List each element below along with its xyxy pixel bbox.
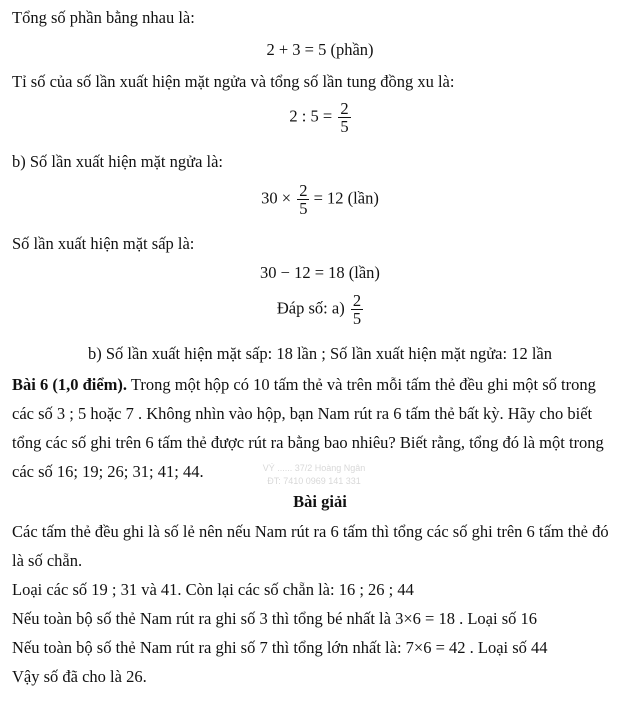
answer-b: b) Số lần xuất hiện mặt sấp: 18 lần ; Số lần xuất hiện mặt ngửa: 12 lần — [88, 344, 552, 363]
fraction-2-5 — [351, 292, 363, 328]
bai-giai-heading: Bài giải — [293, 492, 347, 511]
fraction-denominator: 5 — [299, 199, 308, 219]
text-line-2: Tỉ số của số lần xuất hiện mặt ngửa và tổng số lần tung đồng xu là: — [12, 72, 455, 91]
answer-label: Đáp số: a) — [276, 298, 345, 318]
answer-a — [0, 292, 640, 328]
bai6-line-4: các số 16; 19; 26; 31; 41; 44. — [12, 462, 204, 481]
text-line-1: Tổng số phần bằng nhau là: — [12, 8, 195, 27]
solution-line-6: Vậy số đã cho là 26. — [12, 667, 147, 686]
solution-line-2: là số chẵn. — [12, 551, 83, 570]
fraction-denominator: 5 — [340, 117, 349, 137]
solution-line-3: Loại các số 19 ; 31 và 41. Còn lại các số chẵn là: 16 ; 26 ; 44 — [12, 580, 414, 599]
text-line-3: b) Số lần xuất hiện mặt ngửa là: — [12, 152, 224, 171]
bai6-line-2: các số 3 ; 5 hoặc 7 . Không nhìn vào hộp, bạn Nam rút ra 6 tấm thẻ bất kỳ. Hãy cho biết — [12, 404, 593, 423]
eq3-right: = 12 (lần) — [313, 188, 379, 208]
equation-3 — [0, 182, 640, 218]
watermark — [224, 462, 404, 488]
fraction-numerator: 2 — [352, 291, 362, 310]
watermark-line-2: ĐT: 7410 0969 141 331 — [267, 476, 361, 486]
eq2-left: 2 : 5 = — [289, 106, 333, 126]
watermark-line-1: VÝ ...... 37/2 Hoàng Ngân — [262, 463, 366, 473]
equation-4: 30 − 12 = 18 (lần) — [260, 263, 380, 282]
bai6-text: Trong một hộp có 10 tấm thẻ và trên mỗi tấm thẻ đều ghi một số trong — [127, 375, 596, 394]
fraction-numerator: 2 — [299, 181, 308, 200]
eq3-left: 30 × — [261, 188, 292, 208]
fraction-2-5 — [338, 100, 350, 136]
bai6-title: Bài 6 (1,0 điểm). — [12, 375, 128, 394]
equation-1: 2 + 3 = 5 (phần) — [266, 40, 374, 59]
text-line-4: Số lần xuất hiện mặt sấp là: — [12, 234, 195, 253]
solution-line-4: Nếu toàn bộ số thẻ Nam rút ra ghi số 3 thì tổng bé nhất là 3×6 = 18 . Loại số 16 — [12, 609, 537, 628]
solution-line-5: Nếu toàn bộ số thẻ Nam rút ra ghi số 7 thì tổng lớn nhất là: 7×6 = 42 . Loại số 44 — [12, 638, 548, 657]
fraction-numerator: 2 — [340, 99, 349, 118]
bai6-line-1 — [12, 375, 596, 395]
solution-line-1: Các tấm thẻ đều ghi là số lẻ nên nếu Nam rút ra 6 tấm thì tổng các số ghi trên 6 tấm thẻ đó — [12, 522, 609, 541]
bai6-line-3: tổng các số ghi trên 6 tấm thẻ được rút ra bằng bao nhiêu? Biết rằng, tổng đó là một trong — [12, 433, 604, 452]
fraction-denominator: 5 — [352, 309, 362, 329]
equation-2 — [0, 100, 640, 136]
fraction-2-5 — [297, 182, 309, 218]
